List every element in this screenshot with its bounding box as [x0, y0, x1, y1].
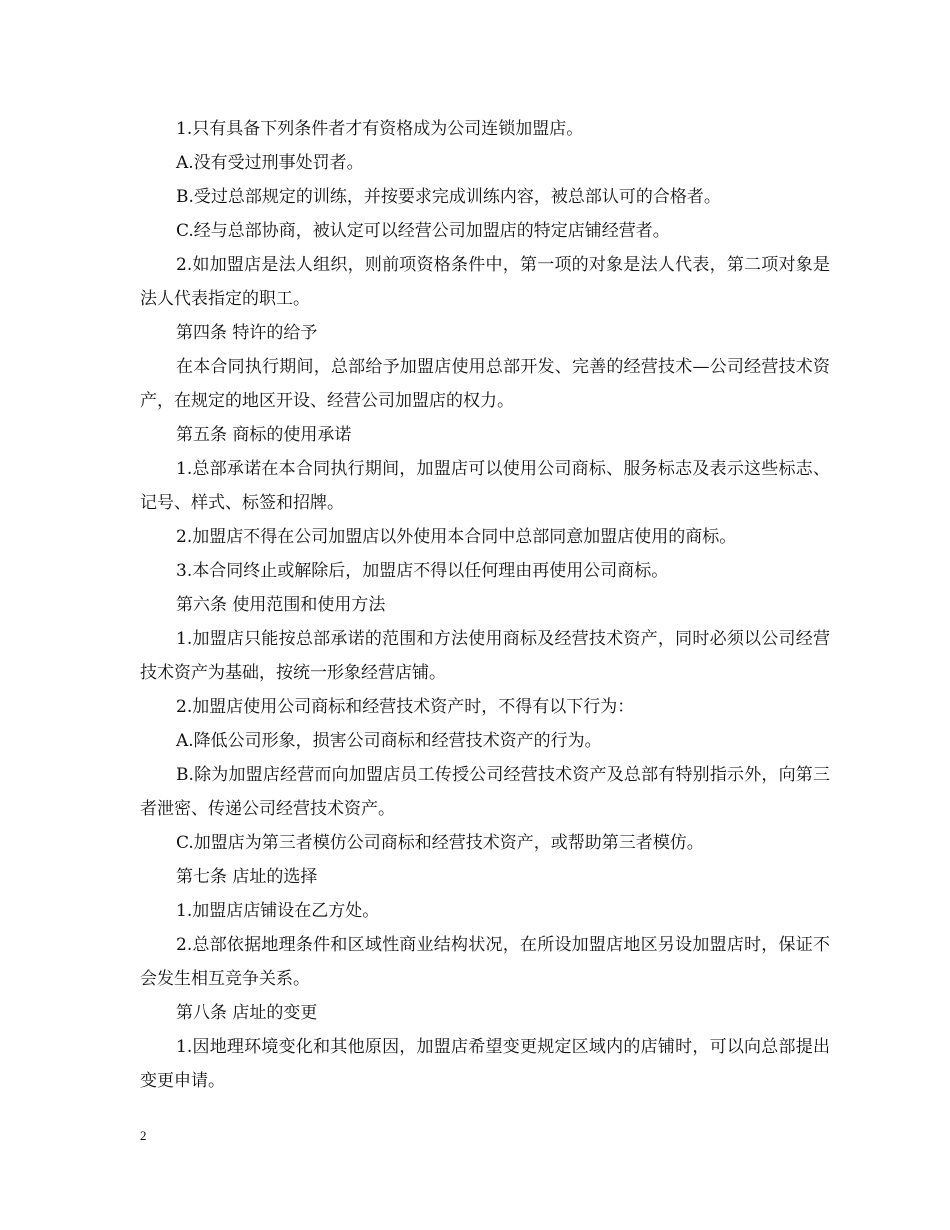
- paragraph-article-7-item-1: 1.加盟店店铺设在乙方处。: [176, 901, 380, 921]
- article-6-heading: 第六条 使用范围和使用方法: [176, 595, 386, 615]
- article-4-heading: 第四条 特许的给予: [176, 323, 318, 343]
- paragraph-article-5-item-2: 2.加盟店不得在公司加盟店以外使用本合同中总部同意加盟店使用的商标。: [176, 527, 737, 547]
- paragraph-condition-c: C.经与总部协商，被认定可以经营公司加盟店的特定店铺经营者。: [176, 221, 670, 241]
- paragraph-article-8-item-1: 1.因地理环境变化和其他原因，加盟店希望变更规定区域内的店铺时，可以向总部提出变更申请。: [140, 1037, 830, 1091]
- article-8-heading: 第八条 店址的变更: [176, 1003, 318, 1023]
- paragraph-condition-a: A.没有受过刑事处罚者。: [176, 153, 364, 173]
- paragraph-article-6-item-2: 2.加盟店使用公司商标和经营技术资产时，不得有以下行为：: [176, 697, 635, 717]
- page-number: 2: [140, 1128, 147, 1143]
- paragraph-article-6-item-a: A.降低公司形象，损害公司商标和经营技术资产的行为。: [176, 731, 602, 751]
- article-5-heading: 第五条 商标的使用承诺: [176, 425, 352, 445]
- article-7-heading: 第七条 店址的选择: [176, 867, 318, 887]
- paragraph-article-7-item-2: 2.总部依据地理条件和区域性商业结构状况，在所设加盟店地区另设加盟店时，保证不会发生相互竞争关系。: [140, 935, 830, 989]
- paragraph-condition-b: B.受过总部规定的训练，并按要求完成训练内容，被总部认可的合格者。: [176, 187, 721, 207]
- paragraph-legal-entity: 2.如加盟店是法人组织，则前项资格条件中，第一项的对象是法人代表，第二项对象是法人代表指定的职工。: [140, 255, 830, 309]
- paragraph-article-5-item-3: 3.本合同终止或解除后，加盟店不得以任何理由再使用公司商标。: [176, 561, 669, 581]
- paragraph-article-6-item-b: B.除为加盟店经营而向加盟店员工传授公司经营技术资产及总部有特别指示外，向第三者泄密、传递公司经营技术资产。: [140, 765, 830, 819]
- paragraph-article-5-item-1: 1.总部承诺在本合同执行期间，加盟店可以使用公司商标、服务标志及表示这些标志、记号、样式、标签和招牌。: [140, 459, 830, 513]
- paragraph-article-4-content: 在本合同执行期间，总部给予加盟店使用总部开发、完善的经营技术—公司经营技术资产，在规定的地区开设、经营公司加盟店的权力。: [140, 357, 830, 411]
- paragraph-qualification-intro: 1.只有具备下列条件者才有资格成为公司连锁加盟店。: [176, 119, 584, 139]
- document-body: [140, 112, 830, 1098]
- paragraph-article-6-item-c: C.加盟店为第三者模仿公司商标和经营技术资产，或帮助第三者模仿。: [176, 833, 704, 853]
- paragraph-article-6-item-1: 1.加盟店只能按总部承诺的范围和方法使用商标及经营技术资产，同时必须以公司经营技术资产为基础，按统一形象经营店铺。: [140, 629, 830, 683]
